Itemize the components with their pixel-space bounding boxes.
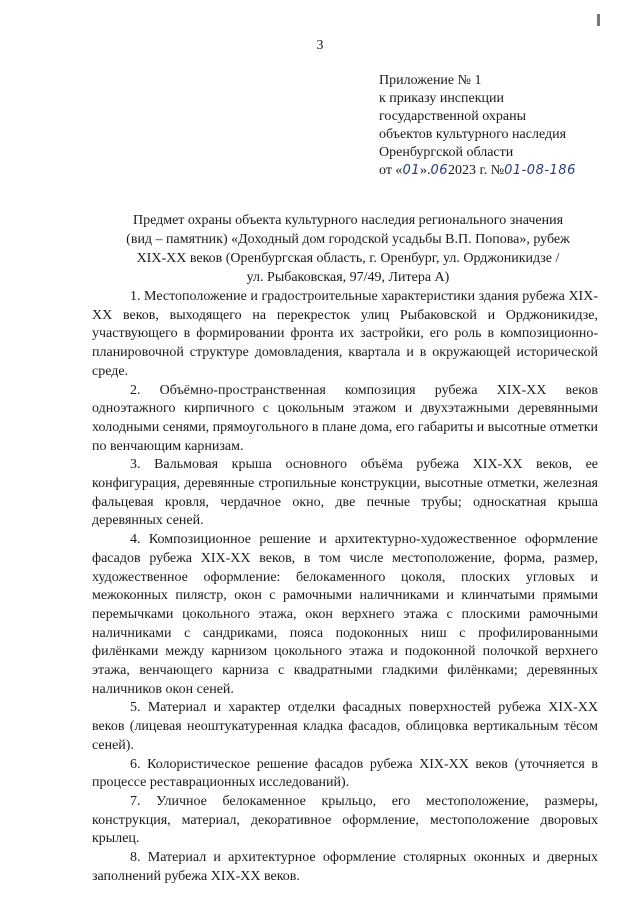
handwritten-month: 06 (430, 163, 449, 178)
title-line: (вид – памятник) «Доходный дом городской усадьбы В.П. Попова», рубеж (126, 232, 570, 247)
appendix-date-line (379, 162, 629, 180)
protection-subject-list (92, 288, 598, 887)
list-item: 4. Композиционное решение и архитектурно-художественное оформление фасадов рубежа XIX-XX веков, в том числе местоположение, форма, размер, художественное оформление: белокаменного цоколя, плоских угловых и межоконных пилястр, окон с рамочными наличниками и клинчатыми прямыми перемычками цокольного этажа, окон верхнего этажа с плоскими рамочными наличниками с сандриками, пояса подоконных ниш с профилированными филёнками между карнизом цокольного этажа и подоконной полочкой верхнего этажа, венчающего карниза с квадратными гладкими филёнками; деревянных наличников окон сеней. (92, 532, 598, 697)
handwritten-order-number: 01-08-186 (504, 163, 576, 178)
date-year: 2023 г. № (448, 163, 505, 178)
appendix-header (379, 72, 629, 180)
appendix-line: объектов культурного наследия (379, 127, 567, 142)
list-item: 8. Материал и архитектурное оформление столярных оконных и дверных заполнений рубежа XIX-XX веков. (92, 850, 598, 884)
appendix-line: к приказу инспекции (379, 91, 505, 106)
title-line: Предмет охраны объекта культурного наследия регионального значения (132, 213, 564, 228)
list-item: 7. Уличное белокаменное крыльцо, его местоположение, размеры, конструкция, материал, декоративное оформление, местоположение дворовых крылец. (92, 793, 598, 847)
list-item: 3. Вальмовая крыша основного объёма рубежа XIX-XX веков, ее конфигурация, деревянные стропильные конструкции, высотные отметки, железная фальцевая кровля, чердачное окно, две печные трубы; односкатная крыша деревянных сеней. (92, 457, 598, 529)
list-item: 2. Объёмно-пространственная композиция рубежа XIX-XX веков одноэтажного кирпичного с цокольным этажом и двухэтажными деревянными холодными сенями, прямоугольного в плане дома, его габариты и высотные отметки по венчающим карнизам. (92, 382, 598, 454)
document-title (92, 211, 604, 287)
list-item: 5. Материал и характер отделки фасадных поверхностей рубежа XIX-XX веков (лицевая неоштукатуренная кладка фасадов, облицовка вертикальным тёсом сеней). (92, 700, 598, 753)
handwritten-day: 01 (402, 163, 420, 178)
list-item: 6. Колористическое решение фасадов рубежа XIX-XX веков (уточняется в процессе реставрационных исследований). (92, 756, 598, 791)
appendix-line: Оренбургской области (379, 145, 514, 160)
title-line: XIX-XX веков (Оренбургская область, г. Оренбург, ул. Орджоникидзе / (136, 251, 560, 266)
appendix-line: Приложение № 1 (379, 73, 482, 88)
appendix-line: государственной охраны (379, 109, 527, 124)
list-item: 1. Местоположение и градостроительные характеристики здания рубежа XIX-XX веков, выходящего на перекресток улиц Рыбаковской и Орджоникидзе, участвующего в формировании фронта их застройки, его роль в композиционно-планировочной структуре домовладения, квартала и в окружающей исторической среде. (92, 289, 598, 379)
date-prefix: от « (379, 163, 403, 178)
title-line: ул. Рыбаковская, 97/49, Литера А) (246, 270, 450, 285)
date-mid: ». (419, 163, 431, 178)
scan-mark (597, 14, 600, 26)
page-number: 3 (316, 38, 324, 53)
